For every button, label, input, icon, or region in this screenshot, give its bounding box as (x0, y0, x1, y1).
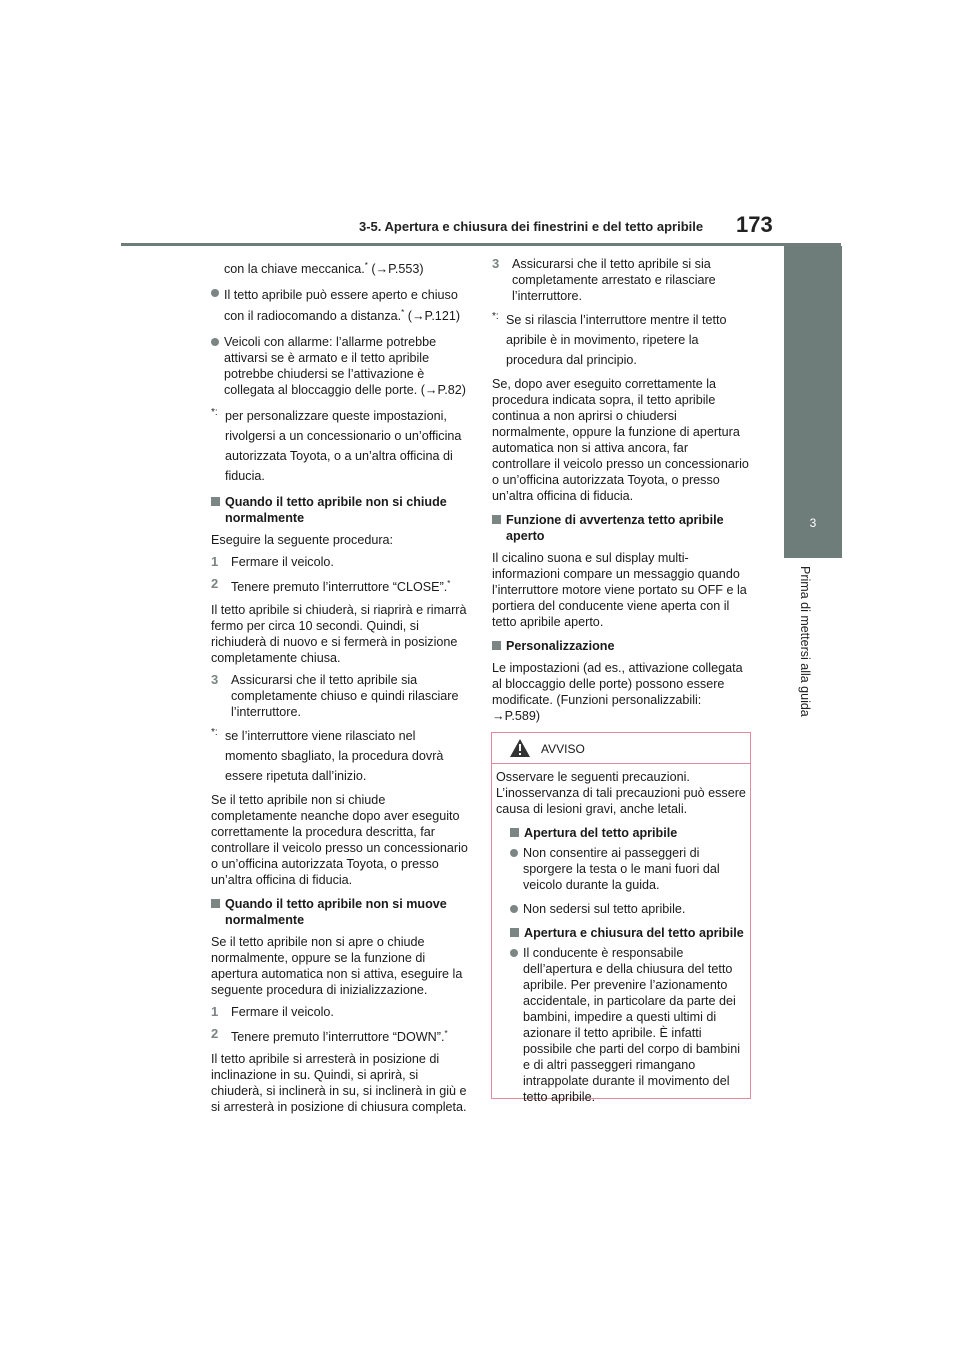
footnote: *: se l’interruttore viene rilasciato nel momento sbagliato, la procedura dovrà essere ripetuta dall’inizio. (211, 726, 444, 783)
step: 1 Fermare il veicolo. (211, 554, 334, 570)
paragraph: Il tetto apribile si arresterà in posizione di inclinazione in su. Quindi, si aprirà, si chiuderà, si inclinerà in su, si inclinerà in giù e si arresterà in posizione di chiusura completa. (211, 1051, 467, 1114)
step: 2 Tenere premuto l’interruttore “CLOSE”.* (211, 576, 451, 595)
paragraph: Il tetto apribile si chiuderà, si riaprirà e rimarrà fermo per circa 10 secondi. Quindi, si richiuderà di nuovo e si fermerà in posizione completamente chiusa. (211, 602, 467, 665)
section-heading: Quando il tetto apribile non si chiude normalmente (211, 494, 469, 526)
paragraph: Le impostazioni (ad es., attivazione collegata al bloccaggio delle porte) possono essere modificate. (Funzioni personalizzabili: →P.589) (492, 661, 743, 723)
section-heading: Quando il tetto apribile non si muove normalmente (211, 896, 469, 928)
footnote: *: per personalizzare queste impostazioni, rivolgersi a un concessionario o un’officina autorizzata Toyota, o a un’altra officina di fiducia. (211, 407, 462, 484)
warning-triangle-icon (509, 738, 531, 758)
page-number: 173 (736, 212, 773, 237)
paragraph: Se, dopo aver eseguito correttamente la procedura indicata sopra, il tetto apribile continua a non aprirsi o chiudersi normalmente, oppure la funzione di apertura automatica non si attiva ancora, far controllare il veicolo presso un concessionario o un’officina autorizzata Toyota, o presso un’altra officina di fiducia. (492, 377, 749, 503)
side-tab-number: 3 (784, 498, 842, 558)
step: 3 Assicurarsi che il tetto apribile sia completamente chiuso e quindi rilasciare l’interruttore. (211, 671, 459, 719)
chapter-title: 3-5. Apertura e chiusura dei finestrini e del tetto apribile (359, 219, 704, 234)
paragraph: Il cicalino suona e sul display multi-informazioni compare un messaggio quando l’interruttore motore viene portato su OFF e la portiera del conducente viene aperta con il tetto apribile aperto. (492, 551, 747, 629)
list-item: Non sedersi sul tetto apribile. (510, 901, 746, 917)
warning-heading: Apertura del tetto apribile (510, 825, 746, 841)
right-column (492, 256, 750, 730)
warning-header (492, 733, 750, 764)
paragraph: Eseguire la seguente procedura: (211, 533, 394, 548)
header-rule (121, 243, 841, 246)
warning-box (491, 732, 751, 1104)
list-item: Il tetto apribile può essere aperto e chiuso con il radiocomando a distanza.* (→P.121) (211, 285, 469, 326)
warning-heading: Apertura e chiusura del tetto apribile (510, 925, 746, 941)
list-item: Veicoli con allarme: l’allarme potrebbe attivarsi se è armato e il tetto apribile potrebbe chiudersi se l’attivazione è collegata al bloccaggio delle porte. (→P.82) (211, 334, 469, 398)
warning-intro: Osservare le seguenti precauzioni. L’inosservanza di tali precauzioni può essere causa di lesioni gravi, anche letali. (496, 770, 746, 816)
side-tab-label: Prima di mettersi alla guida (798, 566, 812, 717)
footnote: *: Se si rilascia l’interruttore mentre il tetto apribile è in movimento, ripetere la procedura dal principio. (492, 311, 727, 367)
step: 3 Assicurarsi che il tetto apribile si sia completamente arrestato e rilasciare l’interruttore. (492, 256, 716, 303)
paragraph: Se il tetto apribile non si chiude completamente neanche dopo aver eseguito correttamente la procedura descritta, far controllare il veicolo presso un concessionario o un’officina autorizzata Toyota, o presso un’altra officina di fiducia. (211, 792, 468, 887)
list-item: Il conducente è responsabile dell’apertura e della chiusura del tetto apribile. Per prevenire l’azionamento accidentale, in particolare da parte dei bambini, impedire a questi ultimi di azionare il tetto apribile. È infatti possibile che parti del corpo di bambini e di altri passeggeri rimangano intrappolate durante il movimento del tetto apribile. (510, 945, 746, 1105)
warning-label: AVVISO (541, 742, 585, 756)
list-item: Non consentire ai passeggeri di sporgere la testa o le mani fuori dal veicolo durante la guida. (510, 845, 746, 893)
section-heading: Funzione di avvertenza tetto apribile aperto (492, 512, 750, 544)
left-column: con la chiave meccanica.* (→P.553) Il tetto apribile può essere aperto e chiuso con il radiocomando a distanza.* (→P.121) Veicoli con allarme: l’allarme potrebbe attivarsi se è armato e il tetto apribile potrebbe chiudersi se l’attivazione è collegata al bloccaggio delle porte. (→P.82) *: per personalizzare queste impostazioni, rivolgersi a un concessionario o un’officina autorizzata Toyota, o a un’altra officina di fiducia. Quando il tetto apribile non si chiude normalmente Eseguire la seguente procedura: 1 Fermare il veicolo. 2 Tenere premuto l’interruttore “CLOSE”.* Il tetto apribile si chiuderà, si riaprirà e rimarrà fermo per circa 10 secondi. Quindi, si richiuderà di nuovo e si fermerà in posizione completamente chiusa. 3 Assicurarsi che il tetto apribile sia completamente chiuso e quindi rilasciare l’interruttore. *: se l’interruttore viene rilasciato nel momento sbagliato, la procedura dovrà essere ripetuta dall’inizio. Se il tetto apribile non si chiude completamente neanche dopo aver eseguito correttamente la procedura descritta, far controllare il veicolo presso un concessionario o un’officina autorizzata Toyota, o presso un’altra officina di fiducia. Quando il tetto apribile non si muove normalmente Se il tetto apribile non si apre o chiude normalmente, oppure se la funzione di apertura automatica non si attiva, eseguire la seguente procedura di inizializzazione. 1 Fermare il veicolo. 2 Tenere premuto l’interruttore “DOWN”.* Il tetto apribile si arresterà in posizione di inclinazione in su. Quindi, si aprirà, si chiuderà, si inclinerà in su, si inclinerà in giù e si arresterà in posizione di chiusura completa. (211, 261, 468, 1114)
side-bar (784, 246, 842, 498)
section-heading: Personalizzazione (492, 638, 750, 654)
step: 2 Tenere premuto l’interruttore “DOWN”.* (211, 1025, 448, 1044)
step: 1 Fermare il veicolo. (211, 1003, 334, 1019)
paragraph: Se il tetto apribile non si apre o chiude normalmente, oppure se la funzione di apertura automatica non si attiva, eseguire la seguente procedura di inizializzazione. (211, 934, 463, 997)
